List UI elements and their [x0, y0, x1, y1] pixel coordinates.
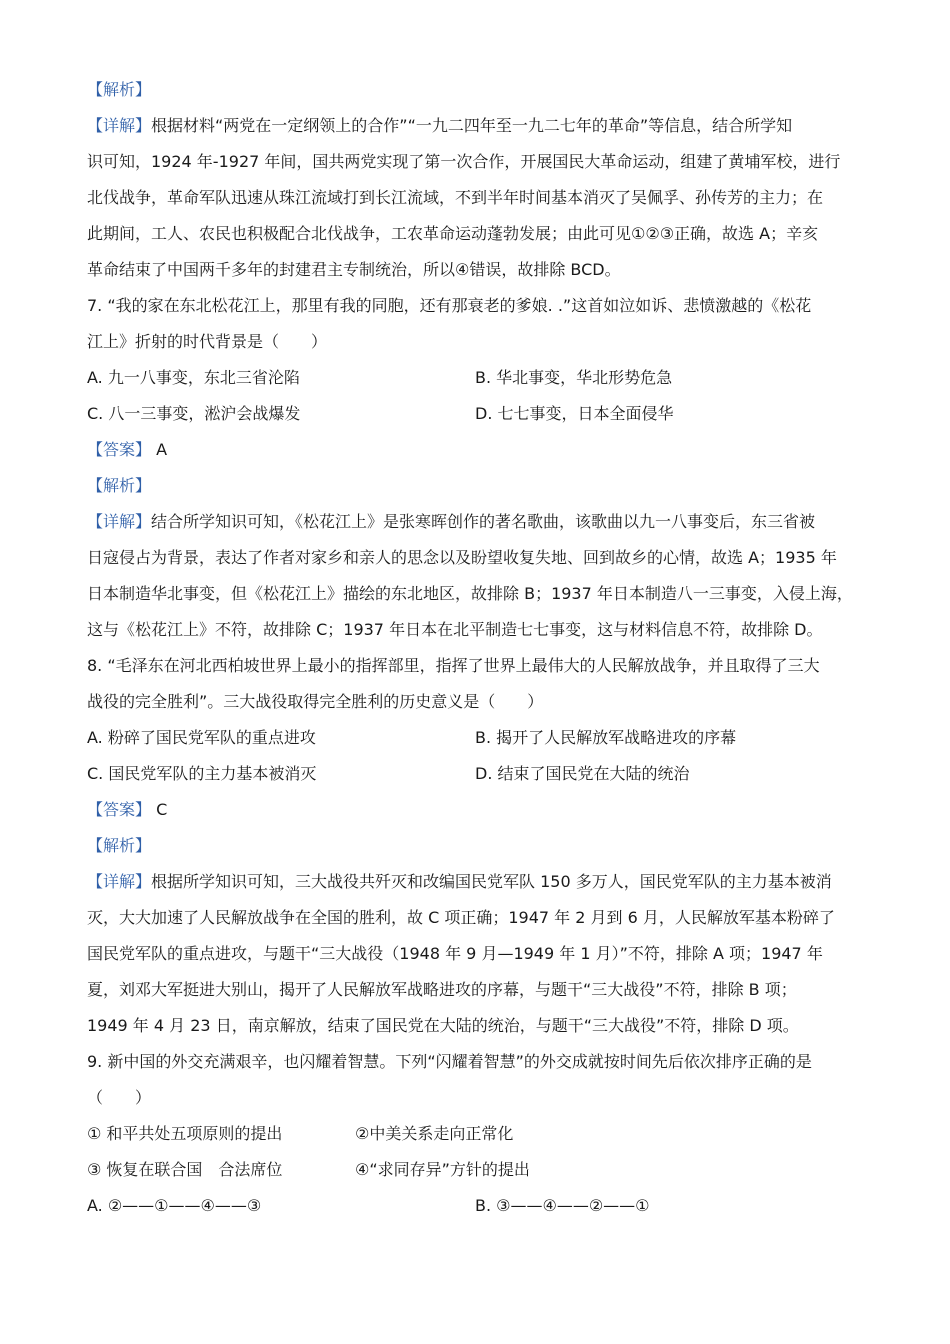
detail-tag: 【详解】 — [87, 116, 152, 135]
item-1: ① 和平共处五项原则的提出 — [87, 1124, 283, 1143]
option-a: A. 粉碎了国民党军队的重点进攻 — [87, 728, 316, 747]
option-d: D. 七七事变，日本全面侵华 — [475, 404, 674, 423]
detail-line — [87, 504, 877, 540]
question-stem-q7: 7. “我的家在东北松花江上，那里有我的同胞，还有那衰老的爹娘. .”这首如泣如诉、悲愤激越的《松花 — [87, 296, 812, 315]
detail-text: 根据材料“两党在一定纲领上的合作”“一九二四年至一九二七年的革命”等信息，结合所学知 — [151, 116, 793, 135]
option-b: B. 揭开了人民解放军战略进攻的序幕 — [475, 728, 737, 747]
detail-line: 国民党军队的重点进攻，与题干“三大战役（1948 年 9 月—1949 年 1 月）”不符，排除 A 项；1947 年 — [87, 944, 823, 963]
question-stem-q8: 8. “毛泽东在河北西柏坡世界上最小的指挥部里，指挥了世界上最伟大的人民解放战争，并且取得了三大 — [87, 656, 820, 675]
question-stem-q9: 9. 新中国的外交充满艰辛，也闪耀着智慧。下列“闪耀着智慧”的外交成就按时间先后依次排序正确的是 — [87, 1052, 812, 1071]
detail-line: 日本制造华北事变，但《松花江上》描绘的东北地区，故排除 B；1937 年日本制造八一三事变，入侵上海， — [87, 584, 853, 603]
answer-line-q7 — [87, 432, 877, 468]
analysis-tag: 【解析】 — [87, 476, 152, 495]
detail-tag: 【详解】 — [87, 512, 152, 531]
option-b: B. ③——④——②——① — [475, 1196, 650, 1215]
page-content — [87, 72, 877, 1224]
item-2: ②中美关系走向正常化 — [355, 1124, 514, 1143]
analysis-heading-q7 — [87, 468, 877, 504]
detail-line — [87, 864, 877, 900]
detail-line: 灭，大大加速了人民解放战争在全国的胜利，故 C 项正确；1947 年 2 月到 6 月，人民解放军基本粉碎了 — [87, 908, 835, 927]
analysis-heading-q8 — [87, 828, 877, 864]
question-stem-q7: 江上》折射的时代背景是（ ） — [87, 332, 328, 351]
analysis-tag: 【解析】 — [87, 836, 152, 855]
item-4: ④“求同存异”方针的提出 — [355, 1160, 530, 1179]
detail-text: 根据所学知识可知，三大战役共歼灭和改编国民党军队 150 多万人，国民党军队的主力基本被消 — [151, 872, 832, 891]
option-c: C. 八一三事变，淞沪会战爆发 — [87, 404, 301, 423]
question-stem-q8: 战役的完全胜利”。三大战役取得完全胜利的历史意义是（ ） — [87, 692, 544, 711]
answer-tag: 【答案】 — [87, 440, 152, 459]
detail-line: 北伐战争，革命军队迅速从珠江流域打到长江流域，不到半年时间基本消灭了吴佩孚、孙传芳的主力；在 — [87, 188, 824, 207]
option-a: A. 九一八事变，东北三省沦陷 — [87, 368, 300, 387]
item-3: ③ 恢复在联合国 合法席位 — [87, 1160, 283, 1179]
option-b: B. 华北事变，华北形势危急 — [475, 368, 673, 387]
option-a: A. ②——①——④——③ — [87, 1196, 262, 1215]
detail-line: 识可知，1924 年-1927 年间，国共两党实现了第一次合作，开展国民大革命运动，组建了黄埔军校，进行 — [87, 152, 841, 171]
analysis-tag: 【解析】 — [87, 80, 152, 99]
answer-value: C — [156, 800, 168, 819]
options-row — [87, 1188, 877, 1224]
options-row — [87, 360, 877, 396]
answer-line-q8 — [87, 792, 877, 828]
answer-value: A — [156, 440, 168, 459]
detail-line: 这与《松花江上》不符，故排除 C；1937 年日本在北平制造七七事变，这与材料信息不符，故排除 D。 — [87, 620, 823, 639]
options-row — [87, 756, 877, 792]
detail-line: 夏，刘邓大军挺进大别山，揭开了人民解放军战略进攻的序幕，与题干“三大战役”不符，排除 B 项； — [87, 980, 797, 999]
analysis-heading-q6 — [87, 72, 877, 108]
items-row — [87, 1152, 877, 1188]
detail-line — [87, 108, 877, 144]
detail-text: 结合所学知识可知，《松花江上》是张寒晖创作的著名歌曲，该歌曲以九一八事变后，东三省被 — [151, 512, 816, 531]
detail-line: 1949 年 4 月 23 日，南京解放，结束了国民党在大陆的统治，与题干“三大战役”不符，排除 D 项。 — [87, 1016, 799, 1035]
option-d: D. 结束了国民党在大陆的统治 — [475, 764, 690, 783]
detail-line: 日寇侵占为背景，表达了作者对家乡和亲人的思念以及盼望收复失地、回到故乡的心情，故选 A；1935 年 — [87, 548, 837, 567]
option-c: C. 国民党军队的主力基本被消灭 — [87, 764, 317, 783]
options-row — [87, 396, 877, 432]
detail-line: 革命结束了中国两千多年的封建君主专制统治，所以④错误，故排除 BCD。 — [87, 260, 621, 279]
question-stem-q9: （ ） — [87, 1088, 152, 1107]
answer-tag: 【答案】 — [87, 800, 152, 819]
detail-line: 此期间，工人、农民也积极配合北伐战争，工农革命运动蓬勃发展；由此可见①②③正确，故选 A；辛亥 — [87, 224, 819, 243]
items-row — [87, 1116, 877, 1152]
options-row — [87, 720, 877, 756]
detail-tag: 【详解】 — [87, 872, 152, 891]
